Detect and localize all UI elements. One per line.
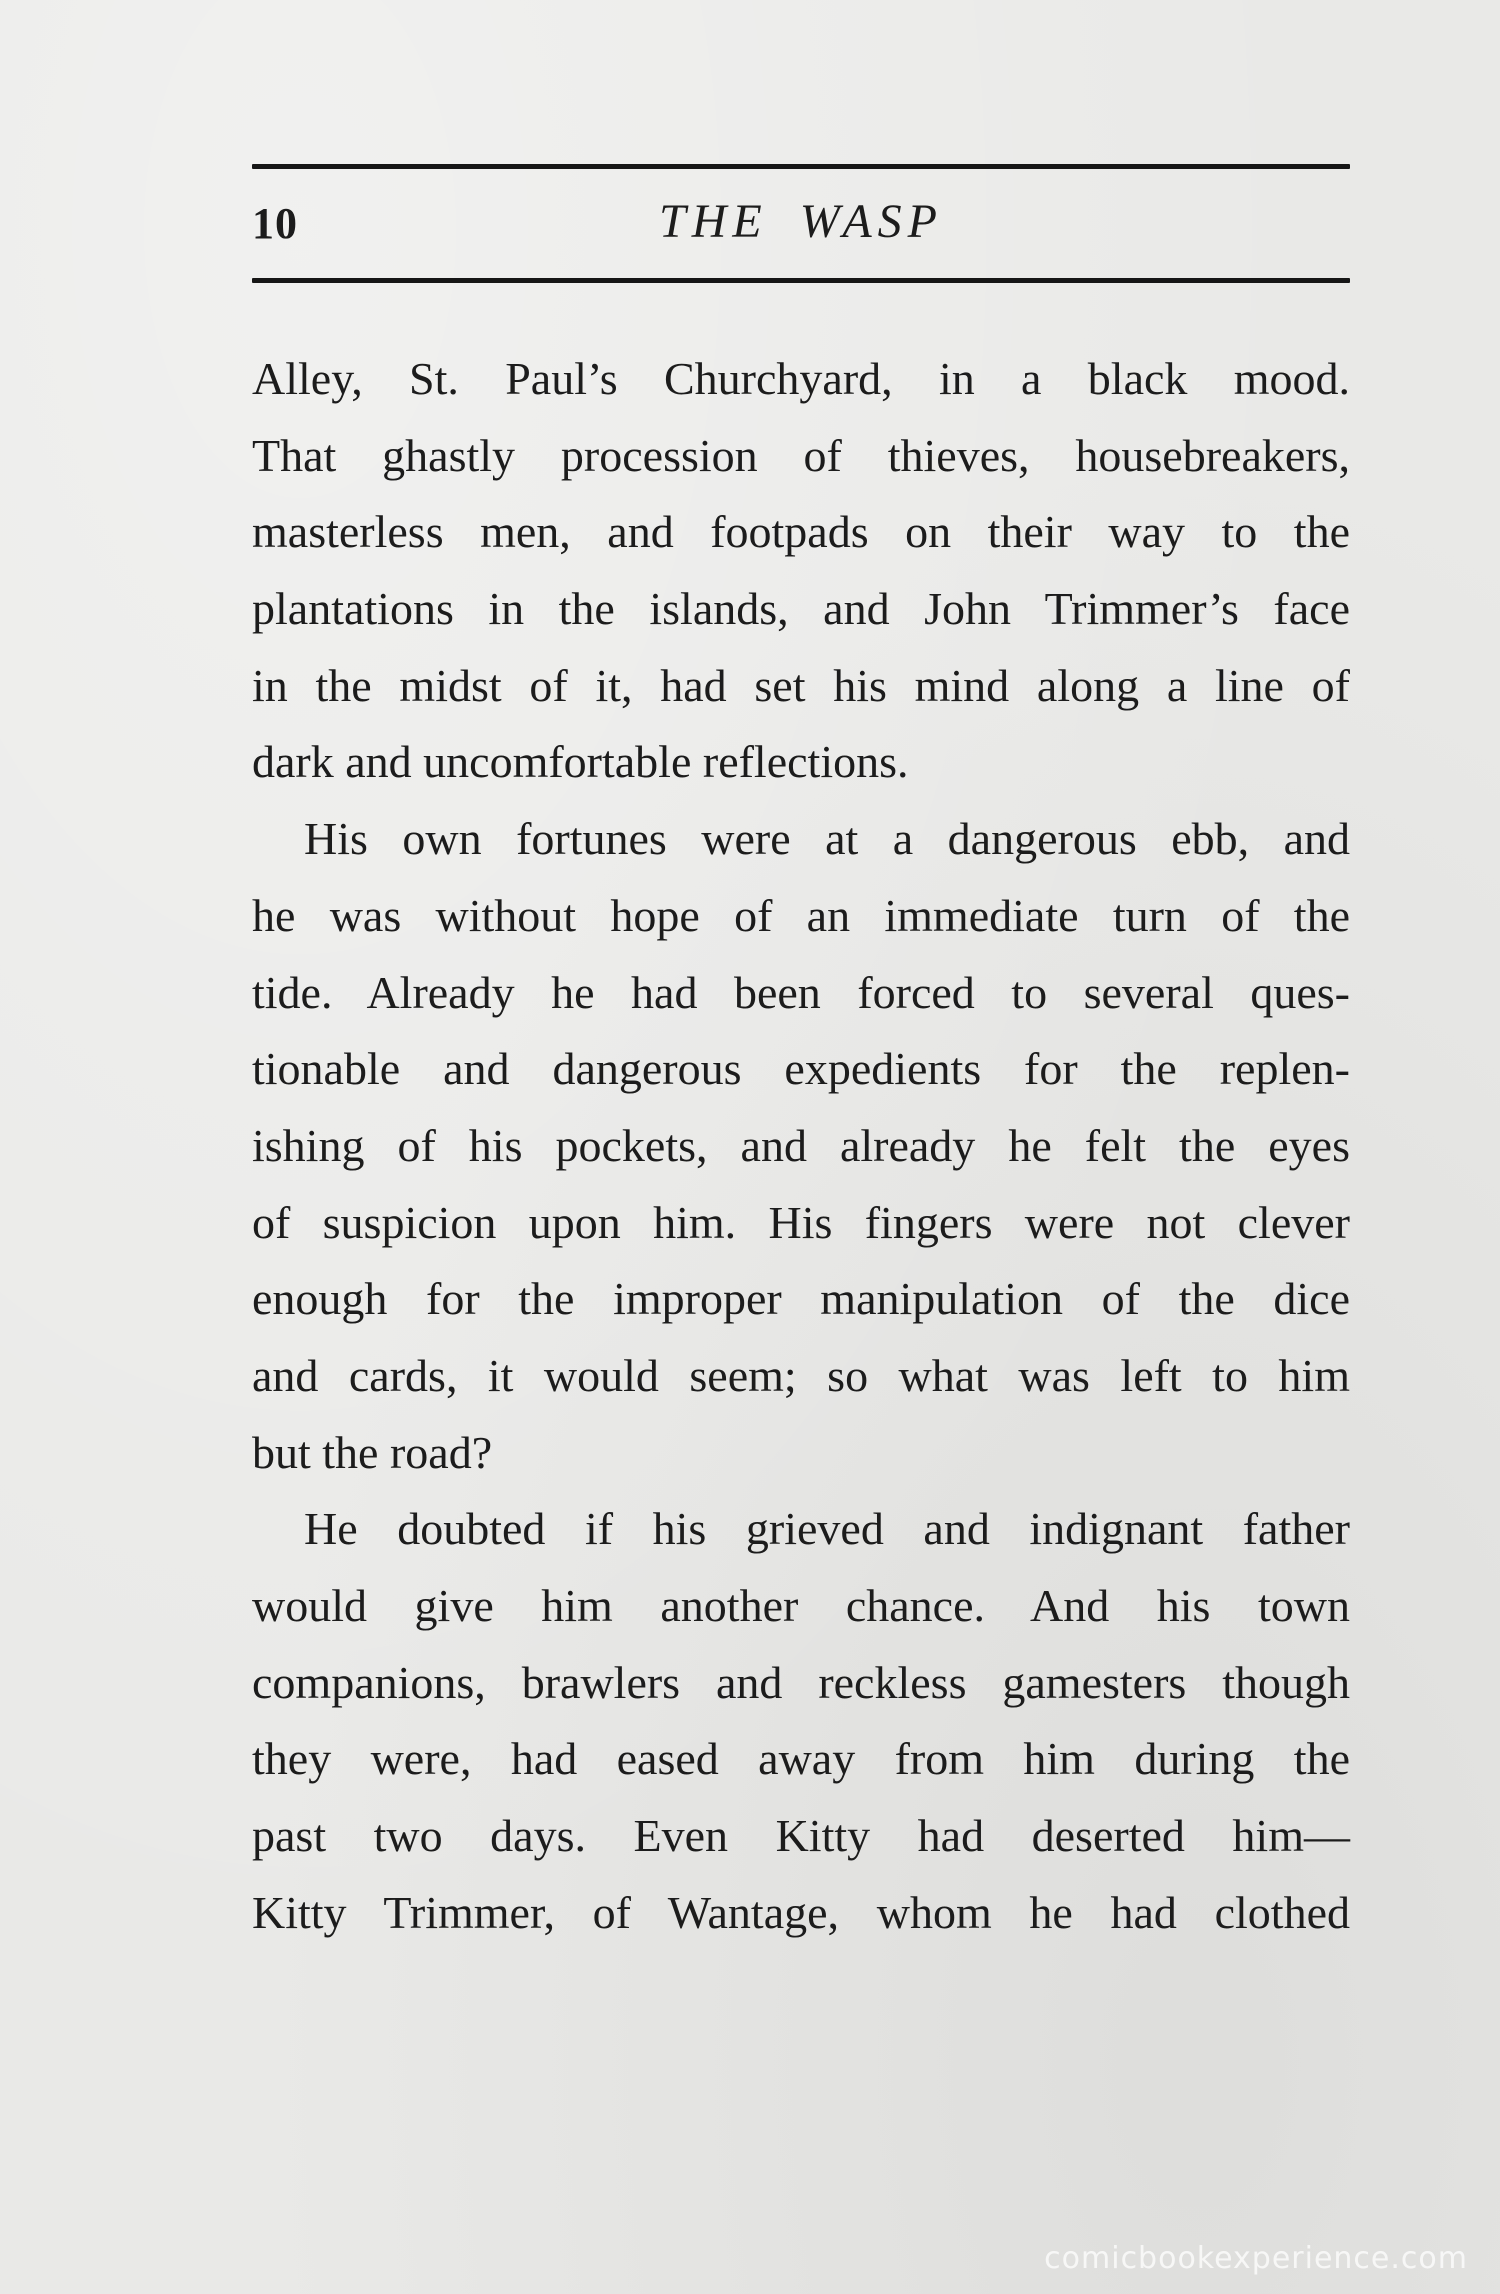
text-line: plantations in the islands, and John Trimmer’s face <box>252 583 1350 635</box>
text-line: dark and uncomfortable reflections. <box>252 736 909 788</box>
text-line: Kitty Trimmer, of Wantage, whom he had clothed <box>252 1886 1350 1938</box>
header-bottom-rule <box>252 278 1350 283</box>
text-line: companions, brawlers and reckless gamesters though <box>252 1656 1350 1708</box>
text-line: ishing of his pockets, and already he felt the eyes <box>252 1119 1350 1171</box>
text-line: in the midst of it, had set his mind along a line of <box>252 659 1350 711</box>
page-number: 10 <box>252 199 298 248</box>
text-line: they were, had eased away from him during the <box>252 1733 1350 1785</box>
text-line: Alley, St. Paul’s Churchyard, in a black mood. <box>252 353 1350 404</box>
header-top-rule <box>252 164 1350 169</box>
text-line: tide. Already he had been forced to several ques- <box>252 966 1350 1018</box>
text-line: He doubted if his grieved and indignant father <box>304 1503 1350 1555</box>
text-line: he was without hope of an immediate turn of the <box>252 889 1350 941</box>
text-line: of suspicion upon him. His fingers were not clever <box>252 1196 1350 1248</box>
text-line: would give him another chance. And his town <box>252 1580 1350 1631</box>
text-line: His own fortunes were at a dangerous ebb, and <box>304 813 1350 865</box>
watermark: comicbookexperience.com <box>1044 2241 1468 2276</box>
body-text <box>252 341 1350 1951</box>
text-line: That ghastly procession of thieves, housebreakers, <box>252 429 1350 481</box>
text-line: and cards, it would seem; so what was left to him <box>252 1349 1350 1401</box>
text-line: enough for the improper manipulation of the dice <box>252 1273 1350 1325</box>
page-header <box>252 190 1350 260</box>
text-line: but the road? <box>252 1426 493 1478</box>
text-line: tionable and dangerous expedients for the replen- <box>252 1043 1350 1095</box>
running-title: THE WASP <box>659 195 943 248</box>
text-line: masterless men, and footpads on their way to the <box>252 506 1350 558</box>
text-line: past two days. Even Kitty had deserted him— <box>252 1810 1350 1862</box>
